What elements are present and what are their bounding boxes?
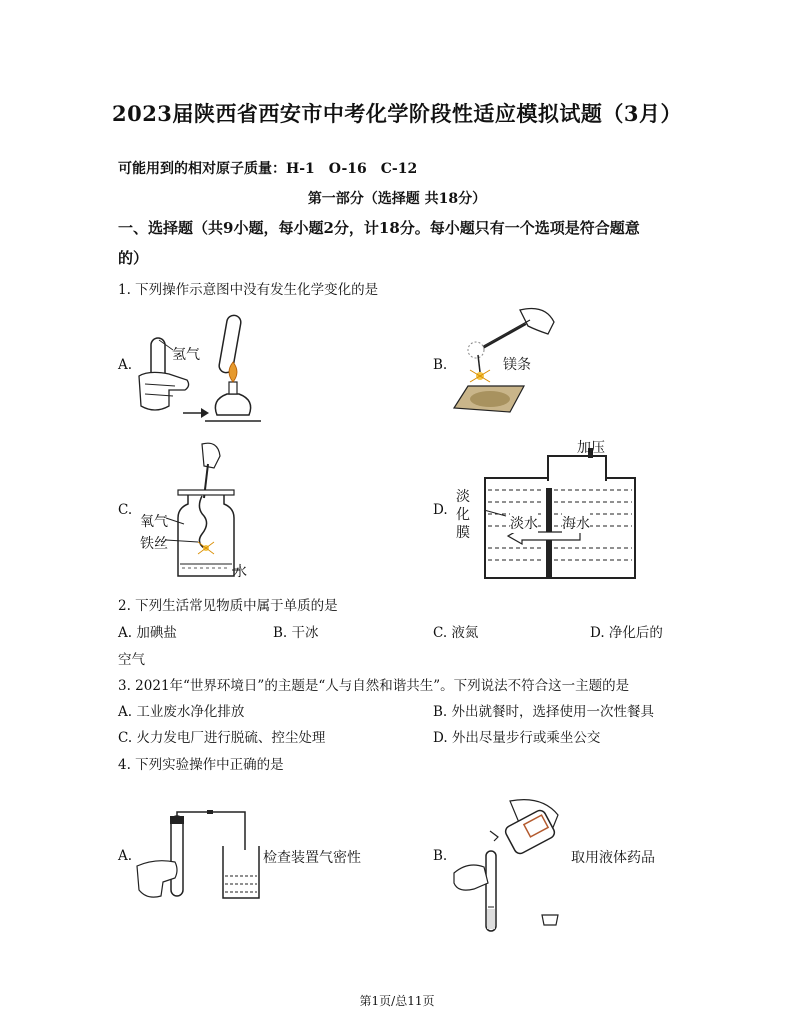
q1-option-d-letter: D.: [433, 502, 448, 518]
q4-figure-a: [135, 810, 265, 905]
q3-option-a: A. 工业废水净化排放: [118, 704, 245, 720]
q1-d-membrane-label-1: 淡: [456, 489, 470, 505]
q2-option-c: C. 液氮: [433, 625, 479, 641]
q2-option-d: D. 净化后的: [590, 625, 663, 641]
q1-d-pressure-label: 加压: [577, 440, 605, 456]
q1-d-freshwater-label: 淡水: [510, 513, 538, 533]
q1-d-seawater-label: 海水: [562, 513, 590, 533]
q3-option-b: B. 外出就餐时，选择使用一次性餐具: [433, 704, 655, 720]
section1-heading-line2: 的）: [118, 249, 149, 267]
q4-option-b-letter: B.: [433, 848, 448, 864]
q2-option-d-wrap: 空气: [118, 652, 145, 668]
part1-heading: 第一部分（选择题 共18分）: [307, 191, 487, 207]
atomic-masses: 可能用到的相对原子质量：H-1 O-16 C-12: [118, 161, 418, 177]
q3-stem: 3. 2021年“世界环境日”的主题是“人与自然和谐共生”。下列说法不符合这一主题的是: [118, 678, 630, 694]
q1-c-water-label: 水: [233, 564, 247, 580]
q3-option-d: D. 外出尽量步行或乘坐公交: [433, 730, 601, 746]
q4-figure-b: [450, 795, 580, 935]
section1-heading-line1: 一、选择题（共9小题，每小题2分，计18分。每小题只有一个选项是符合题意: [118, 219, 640, 237]
q1-d-membrane-label-2: 化: [456, 507, 470, 523]
q1-d-membrane-label-3: 膜: [456, 525, 470, 541]
q1-a-hydrogen-label: 氢气: [172, 347, 200, 363]
q1-stem: 1. 下列操作示意图中没有发生化学变化的是: [118, 282, 379, 298]
q2-option-b: B. 干冰: [273, 625, 319, 641]
q3-option-c: C. 火力发电厂进行脱硫、控尘处理: [118, 730, 326, 746]
q1-b-magnesium-label: 镁条: [503, 357, 531, 373]
q1-option-b-letter: B.: [433, 357, 448, 373]
q4-stem: 4. 下列实验操作中正确的是: [118, 757, 284, 773]
q1-figure-d: [450, 430, 650, 585]
page-footer: 第1页/总11页: [359, 994, 435, 1008]
q1-option-a-letter: A.: [118, 357, 133, 373]
q4-b-caption: 取用液体药品: [571, 850, 655, 866]
page-title: 2023届陕西省西安市中考化学阶段性适应模拟试题（3月）: [111, 101, 683, 126]
q1-figure-a: [135, 310, 265, 425]
q1-option-c-letter: C.: [118, 502, 133, 518]
q2-option-a: A. 加碘盐: [118, 625, 177, 641]
q1-c-oxygen-label: 氧气: [140, 514, 168, 530]
q4-option-a-letter: A.: [118, 848, 133, 864]
q1-c-wire-label: 铁丝: [140, 536, 168, 552]
q2-stem: 2. 下列生活常见物质中属于单质的是: [118, 598, 338, 614]
q4-a-caption: 检查装置气密性: [263, 850, 361, 866]
